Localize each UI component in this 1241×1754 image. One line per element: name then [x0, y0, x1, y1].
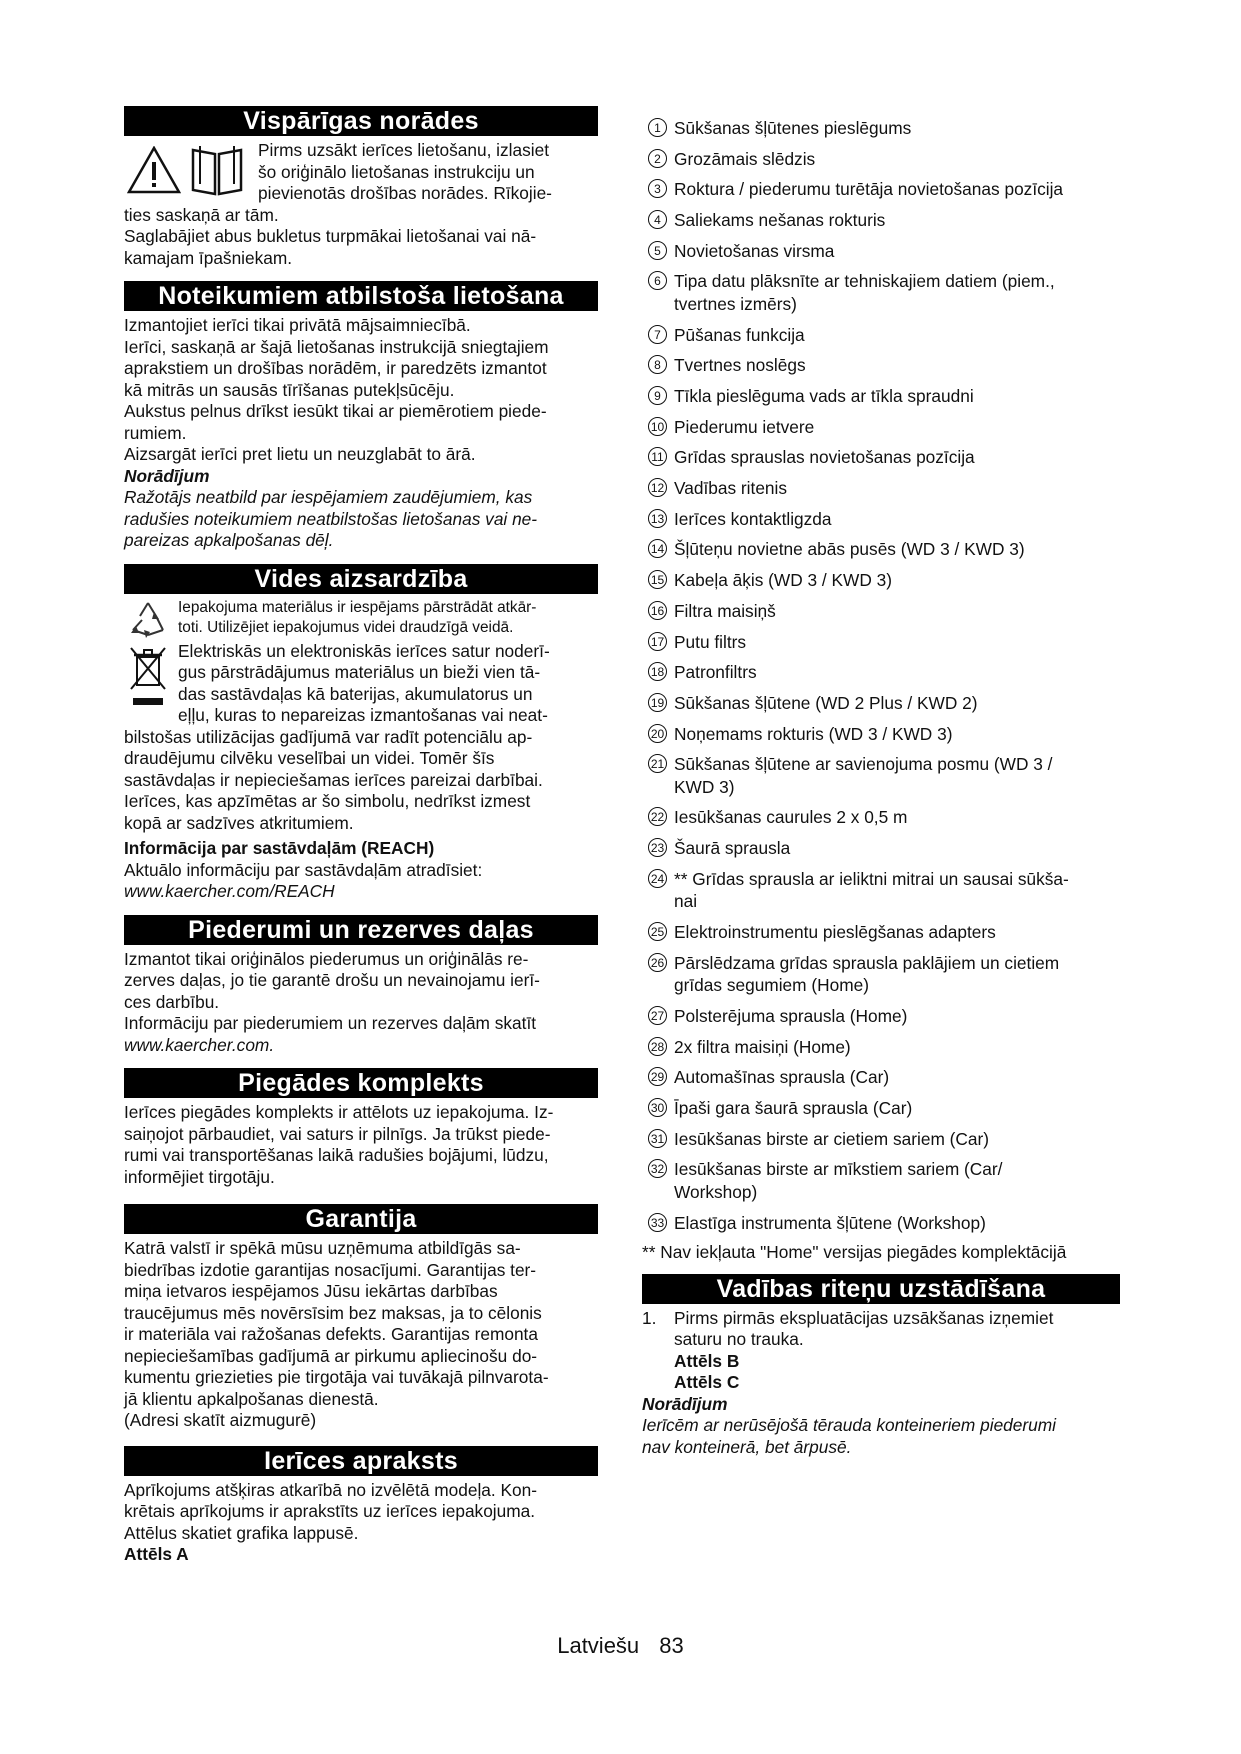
item-label: Iesūkšanas birste ar cietiem sariem (Car) — [674, 1128, 989, 1149]
item-label: Vadības ritenis — [674, 478, 788, 499]
text-line: ces darbību. — [124, 991, 220, 1012]
text-line: rumi vai transportēšanas laikā radušies bojājumi, lūdzu, — [124, 1145, 549, 1165]
text-line: Ierīces, kas apzīmētas ar šo simbolu, nedrīkst izmest — [124, 791, 531, 811]
item-number-badge: 25 — [648, 922, 667, 941]
note-line: pareizas apkalpošanas dēļ. — [124, 530, 334, 550]
text-line: ties saskaņā ar tām. — [124, 204, 279, 225]
item-label: Elektroinstrumentu pieslēgšanas adapters — [674, 922, 996, 942]
book-icon — [190, 144, 244, 196]
note-label: Norādījum — [642, 1393, 728, 1414]
item-number-badge: 9 — [648, 386, 667, 405]
component-item — [642, 692, 1120, 715]
right-column — [642, 117, 1120, 1458]
manual-icon-row — [124, 140, 598, 205]
component-item — [642, 385, 1120, 408]
component-item — [642, 148, 1120, 171]
text-line: Izmantot tikai oriģinālos piederumus un oriģinālās re- — [124, 948, 529, 969]
item-number-badge: 6 — [648, 271, 667, 290]
component-item — [642, 921, 1120, 944]
component-item — [642, 354, 1120, 377]
text-line: Katrā valstī ir spēkā mūsu uzņēmuma atbildīgās sa- — [124, 1238, 521, 1258]
text-line: Pirms uzsākt ierīces lietošanu, izlasiet — [258, 140, 550, 160]
item-number-badge: 11 — [648, 447, 667, 466]
page-number: 83 — [659, 1633, 684, 1658]
heading-general: Vispārīgas norādes — [124, 106, 598, 136]
item-label: Pūšanas funkcija — [674, 324, 805, 345]
text-line: biedrības izdotie garantijas nosacījumi. Garantijas ter- — [124, 1259, 537, 1280]
text-line: kumentu griezieties pie tirgotāja vai tuvākajā pilnvarota- — [124, 1367, 549, 1387]
item-label: Ierīces kontaktligzda — [674, 508, 832, 529]
item-label-continued: grīdas segumiem (Home) — [674, 975, 869, 996]
note-line: Ierīcēm ar nerūsējošā tērauda konteineriem piederumi — [642, 1415, 1056, 1436]
item-number-badge: 16 — [648, 601, 667, 620]
text-line: pievienotās drošības norādes. Rīkojie- — [258, 183, 552, 203]
heading-scope-of-delivery: Piegādes komplekts — [124, 1068, 598, 1098]
item-number-badge: 7 — [648, 325, 667, 344]
note-label: Norādījum — [124, 465, 210, 486]
component-item — [642, 240, 1120, 263]
figure-ref: Attēls B — [674, 1350, 740, 1371]
text-line: Saglabājiet abus bukletus turpmākai lietošanai vai nā- — [124, 226, 537, 246]
footnote: ** Nav iekļauta "Home" versijas piegādes komplektācijā — [642, 1242, 1067, 1263]
text-line: Aukstus pelnus drīkst iesūkt tikai ar piemērotiem piede- — [124, 401, 547, 421]
bin-row — [124, 641, 598, 727]
page-footer — [0, 1633, 1241, 1659]
component-item — [642, 631, 1120, 654]
item-label: Tīkla pieslēguma vads ar tīkla spraudni — [674, 386, 974, 406]
item-number-badge: 22 — [648, 807, 667, 826]
item-number-badge: 12 — [648, 478, 667, 497]
item-label: Sūkšanas šļūtenes pieslēgums — [674, 118, 912, 138]
recycle-row — [124, 598, 598, 639]
item-number-badge: 10 — [648, 417, 667, 436]
text-line: Aprīkojums atšķiras atkarībā no izvēlētā modeļa. Kon- — [124, 1479, 538, 1500]
component-item — [642, 538, 1120, 561]
text-line: traucējumus mēs novērsīsim bez maksas, ja to cēlonis — [124, 1302, 542, 1323]
item-number-badge: 14 — [648, 539, 667, 558]
text-line: gus pārstrādājumus materiālus un bieži vien tā- — [178, 662, 541, 682]
heading-intended-use: Noteikumiem atbilstoša lietošana — [124, 281, 598, 311]
item-label-continued: KWD 3) — [674, 776, 735, 797]
step-number: 1. — [642, 1307, 657, 1328]
item-label: Sūkšanas šļūtene ar savienojuma posmu (WD 3 / — [674, 754, 1053, 775]
heading-accessories: Piederumi un rezerves daļas — [124, 915, 598, 945]
text-line: zerves daļas, jo tie garantē drošu un nevainojamu ierī- — [124, 970, 540, 990]
item-label-continued: nai — [674, 891, 698, 912]
item-number-badge: 33 — [648, 1213, 667, 1232]
item-number-badge: 31 — [648, 1129, 667, 1148]
text-line: toti. Utilizējiet iepakojumus videi draudzīgā veidā. — [178, 619, 514, 636]
text-line: nepieciešamības gadījumā ar pirkumu apliecinošu do- — [124, 1345, 538, 1366]
item-number-badge: 26 — [648, 953, 667, 972]
item-number-badge: 1 — [648, 118, 667, 137]
left-column — [124, 106, 598, 1566]
item-number-badge: 28 — [648, 1037, 667, 1056]
item-number-badge: 2 — [648, 149, 667, 168]
text-line: informējiet tirgotāju. — [124, 1166, 275, 1187]
component-item — [642, 723, 1120, 746]
text-line: eļļu, kuras to nepareizas izmantošanas vai neat- — [178, 705, 548, 725]
component-item — [642, 1036, 1120, 1059]
note-line: nav konteinerā, bet ārpusē. — [642, 1436, 852, 1457]
component-item — [642, 600, 1120, 623]
text-line: rumiem. — [124, 422, 187, 443]
figure-ref: Attēls C — [674, 1372, 740, 1393]
item-label: Grīdas sprauslas novietošanas pozīcija — [674, 447, 975, 468]
figure-ref: Attēls A — [124, 1544, 189, 1564]
item-label: Elastīga instrumenta šļūtene (Workshop) — [674, 1212, 986, 1233]
component-item — [642, 868, 1120, 913]
component-item — [642, 416, 1120, 439]
item-number-badge: 8 — [648, 355, 667, 374]
item-label: Novietošanas virsma — [674, 240, 835, 261]
item-number-badge: 3 — [648, 179, 667, 198]
item-number-badge: 29 — [648, 1067, 667, 1086]
item-label-continued: tvertnes izmērs) — [674, 293, 797, 314]
text-line: Elektriskās un elektroniskās ierīces satur noderī- — [178, 640, 550, 661]
item-label: Kabeļa āķis (WD 3 / KWD 3) — [674, 570, 892, 591]
text-line: draudējumu cilvēku veselībai un videi. Tomēr šīs — [124, 748, 495, 768]
component-item — [642, 1005, 1120, 1028]
step-item — [642, 1308, 1120, 1394]
reach-link[interactable]: www.kaercher.com/REACH — [124, 881, 335, 901]
component-item — [642, 569, 1120, 592]
component-item — [642, 508, 1120, 531]
item-number-badge: 24 — [648, 869, 667, 888]
item-number-badge: 15 — [648, 570, 667, 589]
item-label: Īpaši gara šaurā sprausla (Car) — [674, 1097, 913, 1118]
item-number-badge: 27 — [648, 1006, 667, 1025]
text-line: Attēlus skatiet grafika lappusē. — [124, 1522, 359, 1543]
item-label-continued: Workshop) — [674, 1181, 758, 1202]
component-item — [642, 661, 1120, 684]
component-item — [642, 477, 1120, 500]
item-number-badge: 5 — [648, 241, 667, 260]
item-label: Sūkšanas šļūtene (WD 2 Plus / KWD 2) — [674, 692, 978, 713]
text-line: Iepakojuma materiālus ir iespējams pārstrādāt atkār- — [178, 598, 537, 616]
component-item — [642, 753, 1120, 798]
heading-environment: Vides aizsardzība — [124, 564, 598, 594]
text-line: Aizsargāt ierīci pret lietu un neuzglabāt to ārā. — [124, 444, 476, 464]
text-line: kā mitrās un sausās tīrīšanas putekļsūcēju. — [124, 379, 455, 400]
heading-warranty: Garantija — [124, 1204, 598, 1234]
component-item — [642, 446, 1120, 469]
text-line: das sastāvdaļas kā baterijas, akumulatorus un — [178, 683, 533, 704]
item-number-badge: 17 — [648, 632, 667, 651]
text-line: bilstošas utilizācijas gadījumā var radīt potenciālu ap- — [124, 726, 533, 747]
component-item — [642, 837, 1120, 860]
text-line: Ierīces piegādes komplekts ir attēlots uz iepakojuma. Iz- — [124, 1102, 554, 1122]
item-label: Saliekams nešanas rokturis — [674, 210, 886, 231]
item-label: Noņemams rokturis (WD 3 / KWD 3) — [674, 723, 953, 744]
item-label: 2x filtra maisiņi (Home) — [674, 1036, 851, 1057]
component-item — [642, 952, 1120, 997]
item-number-badge: 32 — [648, 1159, 667, 1178]
component-item — [642, 270, 1120, 315]
text-line: kamajam īpašniekam. — [124, 247, 293, 268]
text-line: ir materiāla vai ražošanas defekts. Garantijas remonta — [124, 1324, 538, 1344]
component-item — [642, 1066, 1120, 1089]
footer-language: Latviešu — [557, 1633, 640, 1658]
item-label: ** Grīdas sprausla ar ieliktni mitrai un sausai sūkša- — [674, 868, 1069, 889]
text-line: aprakstiem un drošības norādēm, ir paredzēts izmantot — [124, 358, 547, 378]
component-item — [642, 806, 1120, 829]
component-item — [642, 209, 1120, 232]
item-label: Pārslēdzama grīdas sprausla paklājiem un cietiem — [674, 952, 1060, 973]
step-line: saturu no trauka. — [674, 1329, 804, 1350]
text-line: Aktuālo informāciju par sastāvdaļām atradīsiet: — [124, 859, 483, 880]
crossed-bin-icon — [128, 645, 168, 707]
text-line: Informāciju par piederumiem un rezerves daļām skatīt — [124, 1013, 537, 1033]
text-line: miņa ietvaros iespējamos Jūsu iekārtas darbības — [124, 1281, 498, 1301]
heading-wheel-installation: Vadības riteņu uzstādīšana — [642, 1274, 1120, 1304]
text-line: krētais aprīkojums ir aprakstīts uz ierīces iepakojuma. — [124, 1501, 536, 1521]
item-label: Putu filtrs — [674, 631, 747, 652]
item-label: Piederumu ietvere — [674, 416, 815, 437]
item-label: Automašīnas sprausla (Car) — [674, 1067, 890, 1088]
item-label: Tvertnes noslēgs — [674, 355, 806, 376]
text-line: kopā ar sadzīves atkritumiem. — [124, 812, 354, 833]
component-item — [642, 178, 1120, 201]
note-line: radušies noteikumiem neatbilstošas lietošanas vai ne- — [124, 508, 538, 529]
text-line: sastāvdaļas ir nepieciešamas ierīces pareizai darbībai. — [124, 769, 543, 790]
item-number-badge: 19 — [648, 693, 667, 712]
item-label: Polsterējuma sprausla (Home) — [674, 1005, 908, 1026]
text-line: Ierīci, saskaņā ar šajā lietošanas instrukcijā sniegtajiem — [124, 336, 549, 357]
item-label: Tipa datu plāksnīte ar tehniskajiem datiem (piem., — [674, 271, 1055, 292]
component-item — [642, 324, 1120, 347]
note-line: Ražotājs neatbild par iespējamiem zaudējumiem, kas — [124, 487, 533, 507]
text-line: (Adresi skatīt aizmugurē) — [124, 1410, 317, 1430]
item-label: Iesūkšanas caurules 2 x 0,5 m — [674, 807, 908, 828]
heading-device-description: Ierīces apraksts — [124, 1446, 598, 1476]
item-number-badge: 21 — [648, 754, 667, 773]
item-label: Roktura / piederumu turētāja novietošanas pozīcija — [674, 179, 1064, 200]
item-number-badge: 30 — [648, 1098, 667, 1117]
item-label: Filtra maisiņš — [674, 600, 776, 621]
component-item — [642, 1128, 1120, 1151]
item-number-badge: 20 — [648, 724, 667, 743]
kaercher-link[interactable]: www.kaercher.com. — [124, 1034, 275, 1055]
reach-label: Informācija par sastāvdaļām (REACH) — [124, 838, 435, 858]
text-line: saiņojot pārbaudiet, vai saturs ir pilnīgs. Ja trūkst piede- — [124, 1123, 551, 1144]
recycle-icon — [128, 600, 168, 638]
text-line: Izmantojiet ierīci tikai privātā mājsaimniecībā. — [124, 315, 471, 335]
item-label: Šļūteņu novietne abās pusēs (WD 3 / KWD 3) — [674, 539, 1025, 560]
component-item — [642, 1097, 1120, 1120]
step-list — [642, 1308, 1120, 1394]
component-item — [642, 117, 1120, 140]
component-item — [642, 1158, 1120, 1203]
warning-triangle-icon — [127, 146, 181, 194]
item-number-badge: 23 — [648, 838, 667, 857]
item-label: Grozāmais slēdzis — [674, 148, 816, 169]
text-line: šo oriģinālo lietošanas instrukciju un — [258, 161, 535, 182]
text-line: jā klientu apkalpošanas dienestā. — [124, 1388, 379, 1409]
item-label: Patronfiltrs — [674, 662, 757, 683]
component-item — [642, 1212, 1120, 1235]
item-label: Iesūkšanas birste ar mīkstiem sariem (Car/ — [674, 1159, 1003, 1180]
item-number-badge: 4 — [648, 210, 667, 229]
component-list — [642, 117, 1120, 1234]
step-line: Pirms pirmās ekspluatācijas uzsākšanas izņemiet — [674, 1307, 1054, 1328]
item-number-badge: 13 — [648, 509, 667, 528]
item-number-badge: 18 — [648, 662, 667, 681]
item-label: Šaurā sprausla — [674, 838, 791, 859]
